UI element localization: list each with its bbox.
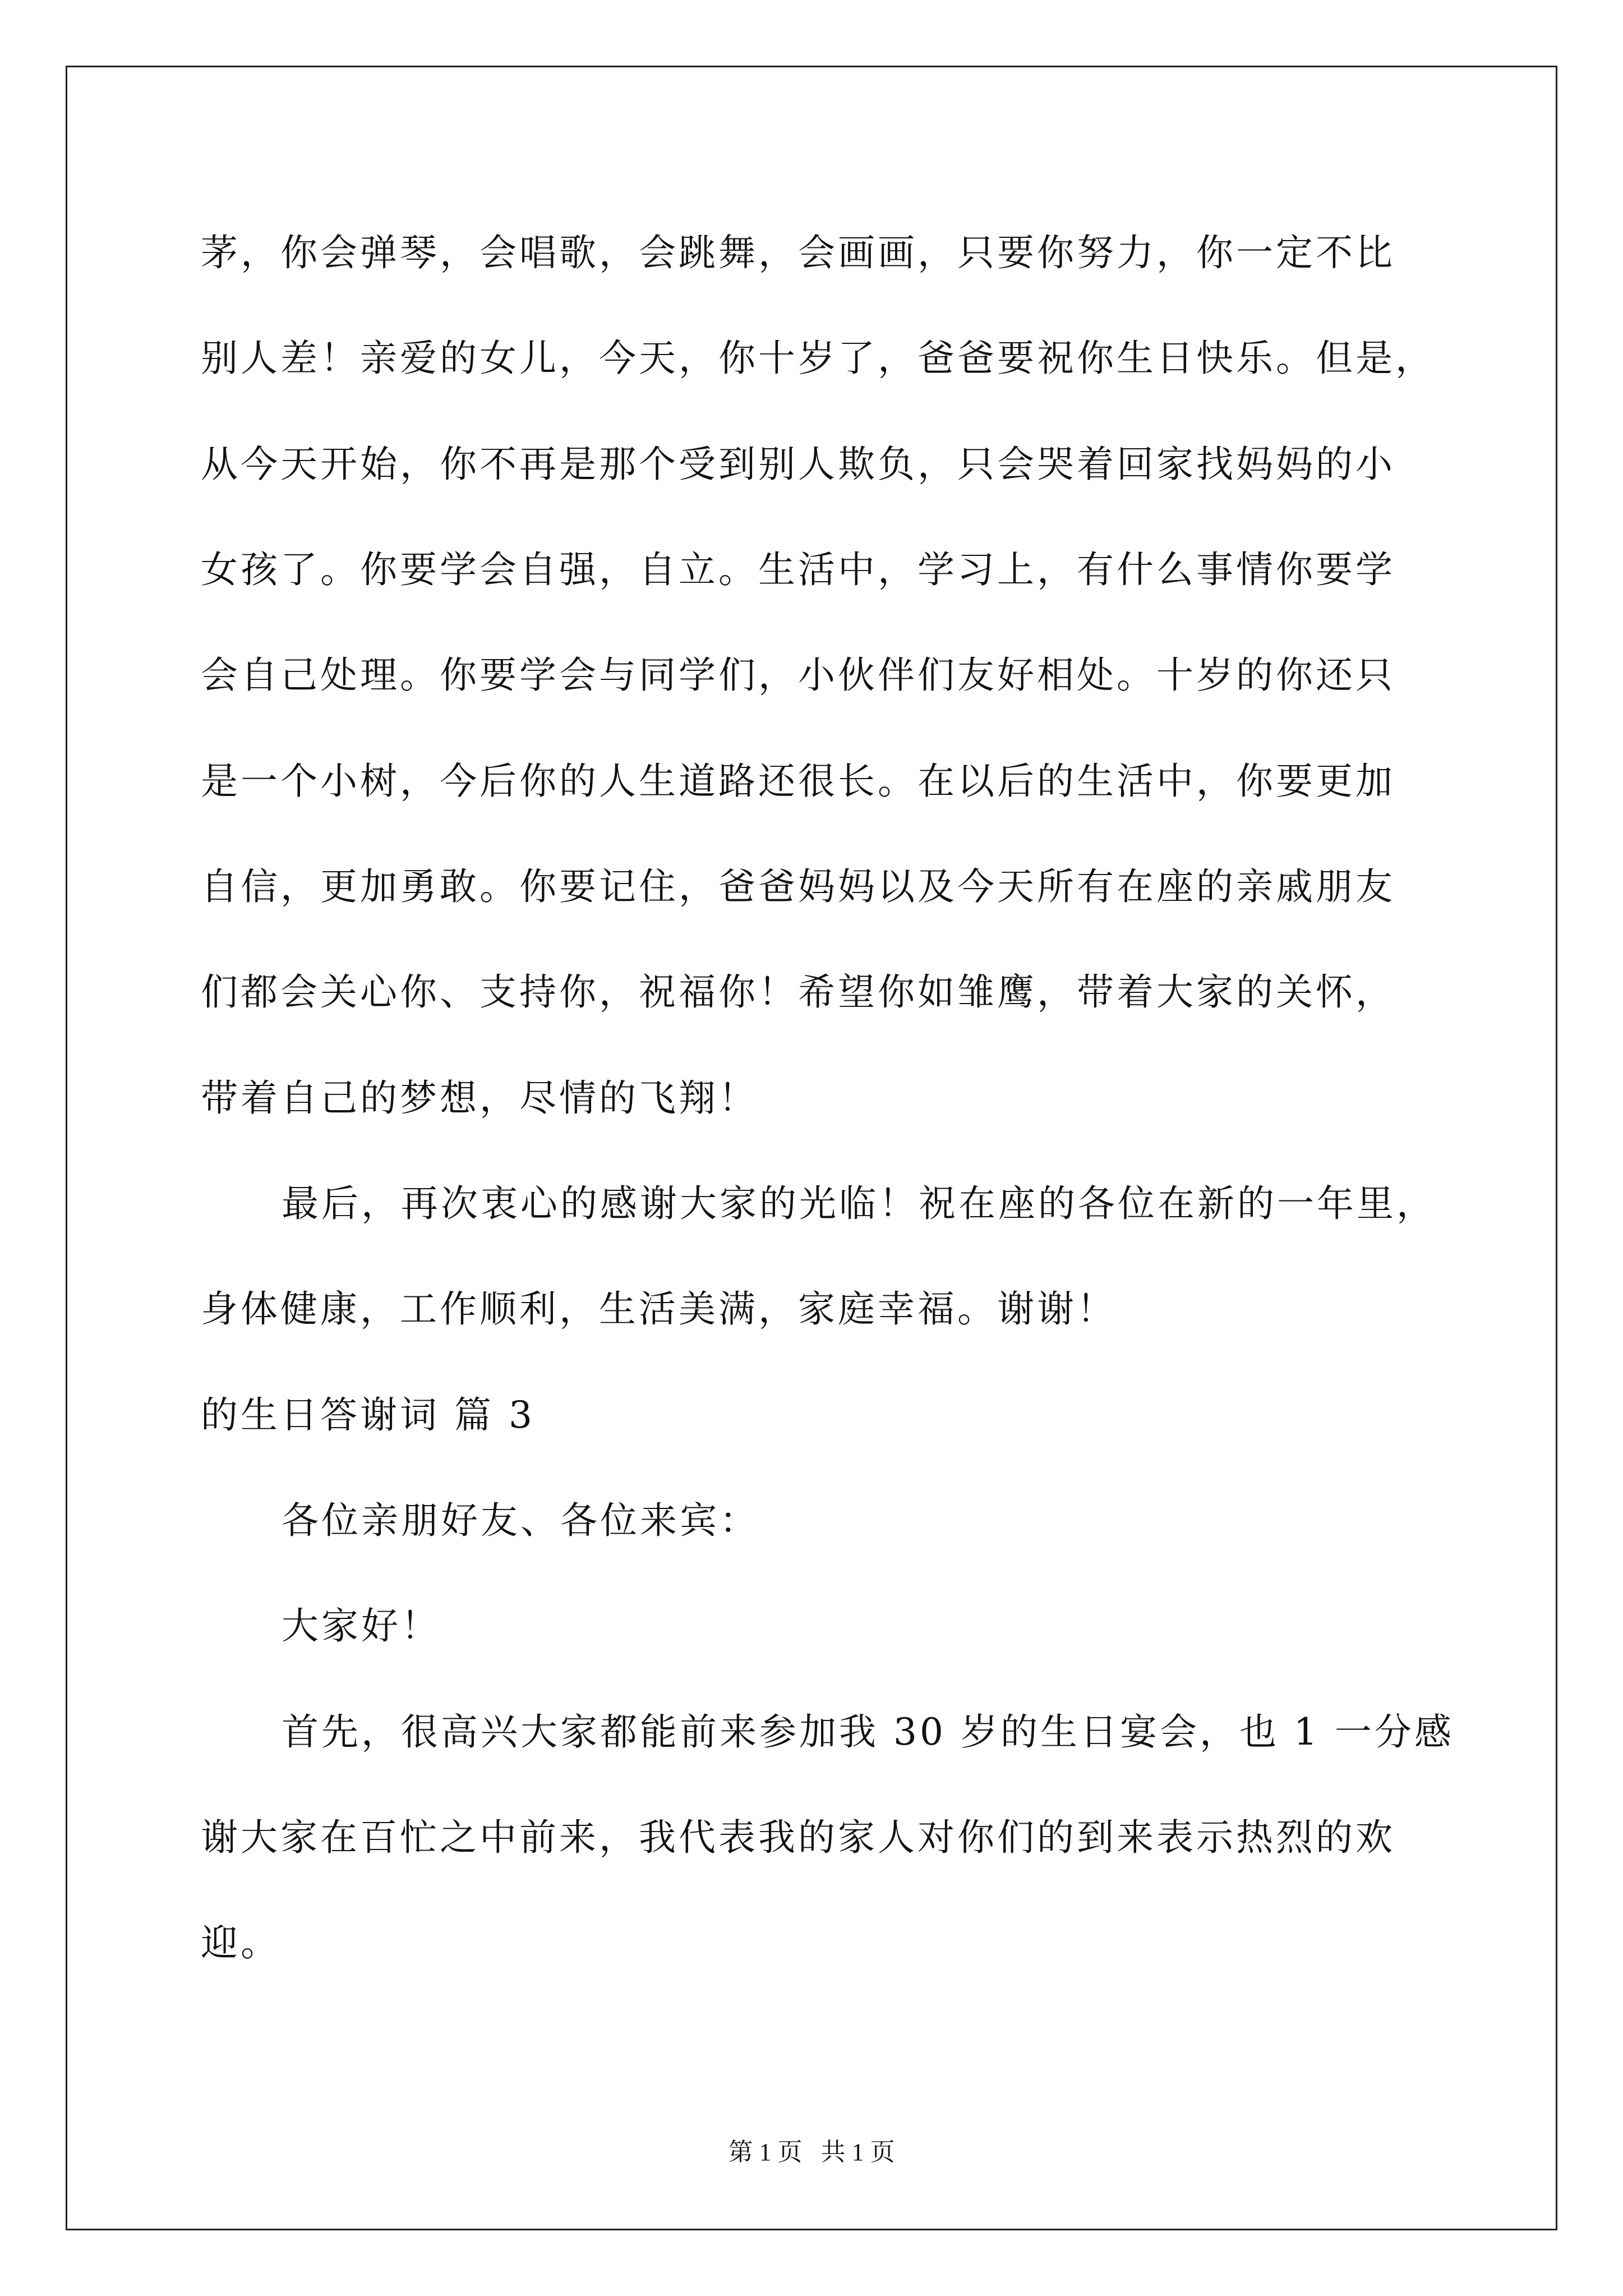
body-line: 身体健康，工作顺利，生活美满，家庭幸福。谢谢！ xyxy=(201,1287,1117,1331)
greeting-line: 大家好！ xyxy=(282,1604,441,1648)
body-line: 女孩了。你要学会自强，自立。生活中，学习上，有什么事情你要学 xyxy=(201,548,1395,591)
page-border xyxy=(66,66,1557,2230)
body-line: 别人差！亲爱的女儿，今天，你十岁了，爸爸要祝你生日快乐。但是， xyxy=(201,337,1435,380)
body-line: 茅，你会弹琴，会唱歌，会跳舞，会画画，只要你努力，你一定不比 xyxy=(201,231,1395,274)
section-heading: 的生日答谢词 篇 3 xyxy=(201,1393,535,1437)
body-line: 会自己处理。你要学会与同学们，小伙伴们友好相处。十岁的你还只 xyxy=(201,654,1395,697)
body-line: 谢大家在百忙之中前来，我代表我的家人对你们的到来表示热烈的欢 xyxy=(201,1816,1395,1859)
body-line: 带着自己的梦想，尽情的飞翔！ xyxy=(201,1076,758,1120)
body-line: 自信，更加勇敢。你要记住，爸爸妈妈以及今天所有在座的亲戚朋友 xyxy=(201,865,1395,908)
body-line: 迎。 xyxy=(201,1921,280,1964)
page-number-footer: 第 1 页 共 1 页 xyxy=(728,2138,895,2166)
greeting-line: 各位亲朋好友、各位来宾： xyxy=(282,1499,759,1542)
body-line: 们都会关心你、支持你，祝福你！希望你如雏鹰，带着大家的关怀， xyxy=(201,970,1395,1014)
paragraph-start-line: 首先，很高兴大家都能前来参加我 30 岁的生日宴会，也 1 一分感 xyxy=(282,1710,1454,1754)
body-line: 从今天开始，你不再是那个受到别人欺负，只会哭着回家找妈妈的小 xyxy=(201,443,1395,486)
body-line: 是一个小树，今后你的人生道路还很长。在以后的生活中，你要更加 xyxy=(201,760,1395,803)
paragraph-start-line: 最后，再次衷心的感谢大家的光临！祝在座的各位在新的一年里， xyxy=(282,1182,1436,1225)
